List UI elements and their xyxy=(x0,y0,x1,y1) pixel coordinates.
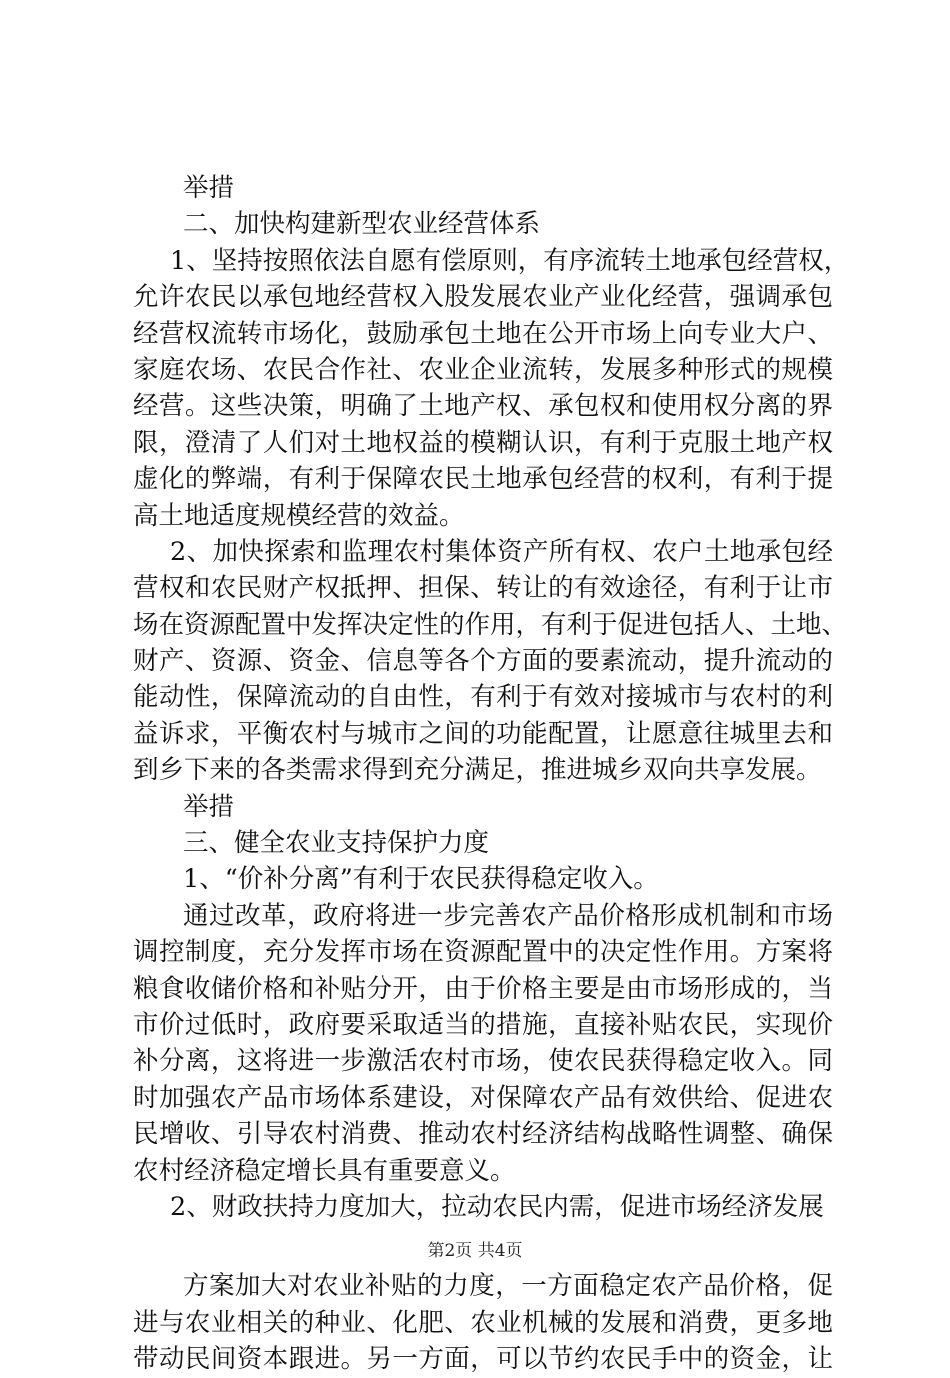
text-line: 时加强农产品市场体系建设，对保障农产品有效供给、促进农 xyxy=(133,1082,833,1113)
page-footer: 第2页 共4页 xyxy=(427,1241,523,1261)
section-heading: 二、加快构建新型农业经营体系 xyxy=(183,209,541,240)
text-line: 允许农民以承包地经营权入股发展农业产业化经营，强调承包 xyxy=(133,282,833,313)
text-line: 市价过低时，政府要采取适当的措施，直接补贴农民，实现价 xyxy=(133,1009,833,1040)
text-line: 1、坚持按照依法自愿有偿原则，有序流转土地承包经营权， xyxy=(170,245,850,276)
text-line: 到乡下来的各类需求得到充分满足，推进城乡双向共享发展。 xyxy=(133,755,822,786)
text-line: 举措 xyxy=(183,791,235,822)
text-line: 补分离，这将进一步激活农村市场，使农民获得稳定收入。同 xyxy=(133,1046,833,1077)
text-line: 粮食收储价格和补贴分开，由于价格主要是由市场形成的，当 xyxy=(133,973,833,1004)
text-line: 方案加大对农业补贴的力度，一方面稳定农产品价格，促 xyxy=(183,1271,833,1302)
text-line: 1、“价补分离”有利于农民获得稳定收入。 xyxy=(183,864,659,895)
text-line: 举措 xyxy=(183,173,235,203)
text-line: 营权和农民财产权抵押、担保、转让的有效途径，有利于让市 xyxy=(133,573,833,604)
text-line: 益诉求，平衡农村与城市之间的功能配置，让愿意往城里去和 xyxy=(133,718,833,749)
text-line: 高土地适度规模经营的效益。 xyxy=(133,500,465,531)
text-line: 虚化的弊端，有利于保障农民土地承包经营的权利，有利于提 xyxy=(133,464,833,495)
text-line: 通过改革，政府将进一步完善农产品价格形成机制和市场 xyxy=(183,900,833,931)
text-line: 调控制度，充分发挥市场在资源配置中的决定性作用。方案将 xyxy=(133,937,833,968)
text-line: 经营权流转市场化，鼓励承包土地在公开市场上向专业大户、 xyxy=(133,318,833,349)
text-line: 限，澄清了人们对土地权益的模糊认识，有利于克服土地产权 xyxy=(133,427,833,458)
text-line: 2、财政扶持力度加大，拉动农民内需，促进市场经济发展 xyxy=(170,1191,824,1222)
text-line: 带动民间资本跟进。另一方面，可以节约农民手中的资金，让 xyxy=(133,1344,833,1375)
section-heading: 三、健全农业支持保护力度 xyxy=(183,828,490,859)
text-line: 家庭农场、农民合作社、农业企业流转，发展多种形式的规模 xyxy=(133,354,833,385)
text-line: 财产、资源、资金、信息等各个方面的要素流动，提升流动的 xyxy=(133,646,833,677)
text-line: 场在资源配置中发挥决定性的作用，有利于促进包括人、土地、 xyxy=(133,609,848,640)
text-line: 农村经济稳定增长具有重要意义。 xyxy=(133,1155,516,1186)
text-line: 2、加快探索和监理农村集体资产所有权、农户土地承包经 xyxy=(170,536,833,567)
text-line: 进与农业相关的种业、化肥、农业机械的发展和消费，更多地 xyxy=(133,1307,833,1338)
text-line: 民增收、引导农村消费、推动农村经济结构战略性调整、确保 xyxy=(133,1119,833,1150)
text-line: 经营。这些决策，明确了土地产权、承包权和使用权分离的界 xyxy=(133,391,833,422)
document-body xyxy=(133,170,850,1378)
text-line: 能动性，保障流动的自由性，有利于有效对接城市与农村的利 xyxy=(133,682,833,713)
